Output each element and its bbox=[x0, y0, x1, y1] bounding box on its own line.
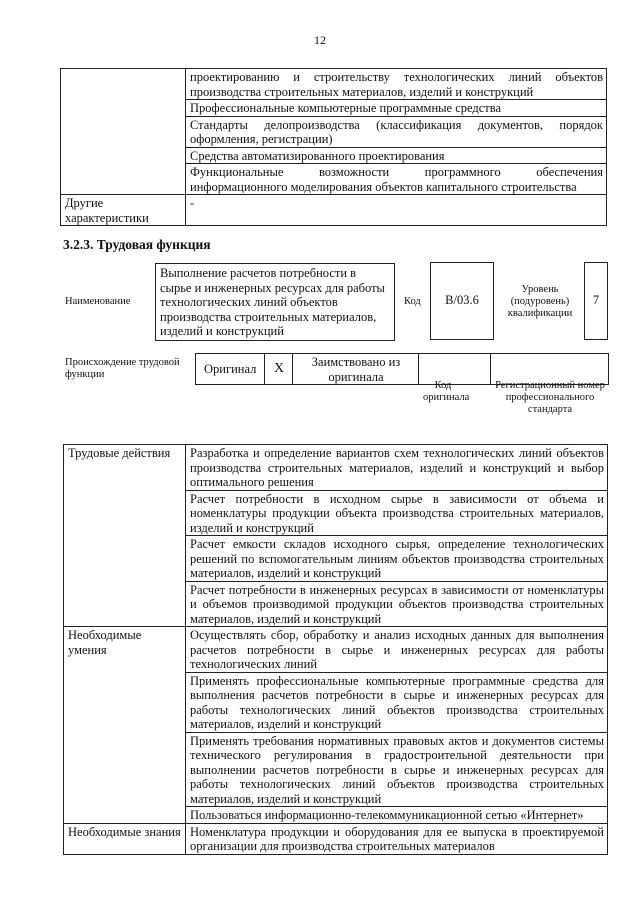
other-characteristics-label: Другие характеристики bbox=[61, 195, 186, 226]
level-box bbox=[584, 262, 608, 340]
labor-action-item: Разработка и определение вариантов схем технологических линий объектов производства строительных материалов, изделий и конструкций и выбор оптимального решения bbox=[186, 445, 608, 491]
top-item: Функциональные возможности программного обеспечения информационного моделирования объектов капитального строительства bbox=[186, 164, 607, 195]
main-table bbox=[63, 444, 608, 855]
skill-item: Применять требования нормативных правовых актов и документов системы технического регулирования в градостроительной деятельности при выполнении расчетов потребности в сырье и инженерных ресурсах для работы технологических линий объектов производства строительных материалов, изделий и конструкций bbox=[186, 732, 608, 807]
top-item: Стандарты делопроизводства (классификация документов, порядок оформления, регистрации) bbox=[186, 116, 607, 147]
function-name-box bbox=[155, 263, 395, 341]
name-label: Наименование bbox=[65, 296, 131, 307]
code-label: Код bbox=[404, 296, 421, 307]
knowledge-item: Номенклатура продукции и оборудования для ее выпуска в проектируемой организации для производства строительных материалов bbox=[186, 823, 608, 854]
reg-number-caption: Регистрационный номер профессионального стандарта bbox=[495, 380, 605, 415]
page-number: 12 bbox=[314, 33, 326, 47]
level-value: 7 bbox=[592, 293, 600, 307]
labor-action-item: Расчет потребности в инженерных ресурсах в зависимости от номенклатуры и объемов производимой продукции объектов производства строительных материалов, изделий и конструкций bbox=[186, 581, 608, 627]
labor-actions-label: Трудовые действия bbox=[64, 445, 186, 627]
code-value: B/03.6 bbox=[445, 293, 479, 307]
skill-item: Применять профессиональные компьютерные программные средства для выполнения расчетов потребности в сырье и инженерных ресурсах для работы технологических линий объектов производства строительных материалов, изделий и конструкций bbox=[186, 672, 608, 732]
top-table bbox=[60, 68, 607, 226]
skill-item: Пользоваться информационно-телекоммуникационной сетью «Интернет» bbox=[186, 807, 608, 824]
required-knowledge-label: Необходимые знания bbox=[64, 823, 186, 854]
section-title: 3.2.3. Трудовая функция bbox=[63, 237, 211, 252]
code-box bbox=[430, 262, 494, 340]
top-label-cell bbox=[61, 69, 186, 195]
labor-action-item: Расчет потребности в исходном сырье в зависимости от объема и номенклатуры продукции объекта производства строительных материалов, изделий и конструкций bbox=[186, 490, 608, 536]
top-item: Профессиональные компьютерные программные средства bbox=[186, 100, 607, 117]
origin-mark: X bbox=[265, 354, 293, 385]
top-item: Средства автоматизированного проектирования bbox=[186, 147, 607, 164]
origin-borrowed: Заимствовано из оригинала bbox=[293, 354, 419, 385]
code-original-caption: Код оригинала bbox=[423, 380, 470, 403]
origin-label: Происхождение трудовой функции bbox=[65, 357, 180, 380]
required-skills-label: Необходимые умения bbox=[64, 627, 186, 824]
labor-action-item: Расчет емкости складов исходного сырья, определение технологических решений по вспомогательным линиям объектов производства строительных материалов, изделий и конструкций bbox=[186, 536, 608, 582]
function-name: Выполнение расчетов потребности в сырье и инженерных ресурсах для работы технологических линий объектов производства строительных материалов, изделий и конструкций bbox=[160, 266, 385, 338]
other-characteristics-value: - bbox=[186, 195, 607, 226]
skill-item: Осуществлять сбор, обработку и анализ исходных данных для выполнения расчетов потребности в сырье и инженерных ресурсах для работы технологических линий bbox=[186, 627, 608, 673]
origin-original: Оригинал bbox=[196, 354, 265, 385]
level-label: Уровень (подуровень) квалификации bbox=[507, 284, 573, 319]
top-item: проектированию и строительству технологических линий объектов производства строительных материалов, изделий и конструкций bbox=[186, 69, 607, 100]
